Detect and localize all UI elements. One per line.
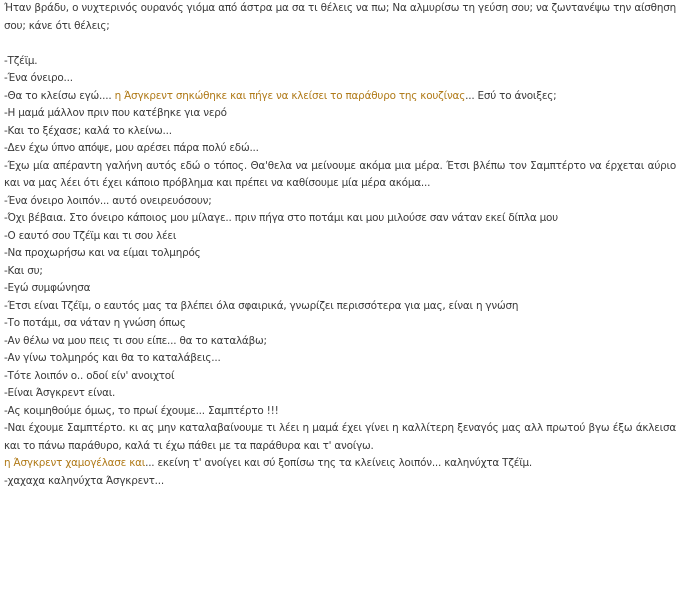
dialogue-line: -Αν θέλω να μου πεις τι σου είπε... θα το καταλάβω; — [4, 334, 267, 347]
dialogue-line: -Όχι βέβαια. Στο όνειρο κάποιος μου μίλαγε.. πριν πήγα στο ποτάμι και μου μιλούσε σαν νάταν εκεί δίπλα μου — [4, 212, 558, 224]
dialogue-line: -Έτσι είναι Τζέϊμ, ο εαυτός μας τα βλέπει όλα σφαιρικά, γνωρίζει περισσότερα για μας, είναι η γνώση — [4, 299, 519, 312]
blank-line — [4, 35, 676, 53]
dialogue-line: -Δεν έχω ύπνο απόψε, μου αρέσει πάρα πολύ εδώ... — [4, 142, 259, 154]
dialogue-line: -Τότε λοιπόν ο.. οδοί είν' ανοιχτοί — [4, 369, 175, 382]
dialogue-line: -Είναι Άσγκρεντ είναι. — [4, 387, 116, 399]
dialogue-line: -Να προχωρήσω και να είμαι τολμηρός — [4, 247, 201, 259]
dialogue-line: -Αν γίνω τολμηρός και θα το καταλάβεις... — [4, 352, 221, 364]
dialogue-line: -Και το ξέχασε; καλά το κλείνω... — [4, 124, 172, 137]
dialogue-line: -Το ποτάμι, σα νάταν η γνώση όπως — [4, 317, 186, 329]
dialogue-block — [4, 53, 676, 491]
line-text: ... Εσύ το άνοιξες; — [465, 89, 557, 102]
dialogue-line: -Ένα όνειρο λοιπόν... αυτό ονειρευόσουν; — [4, 194, 212, 207]
dialogue-line: -Ένα όνειρο... — [4, 72, 73, 84]
line-text: ... εκείνη τ' ανοίγει και σύ ξοπίσω της τα κλείνεις λοιπόν... καληνύχτα Τζέϊμ. — [145, 457, 533, 469]
narration-highlight: η Άσγκρεντ χαμογέλασε και — [4, 457, 146, 469]
line-text: -Θα το κλείσω εγώ.... — [4, 89, 115, 102]
dialogue-line: -Ναι έχουμε Σαμπτέρτο. κι ας μην καταλαβαίνουμε τι λέει η μαμά έχει γίνει η καλλίτερη ξεναγός μας αλλ πρωτού βγω έξω άκλεισα και το πάνω παράθυρο, καλά τι έχω πάθει με τα παράθυρα και τ' ανοίγω. — [4, 422, 676, 452]
dialogue-line — [4, 455, 676, 473]
dialogue-line — [4, 88, 676, 106]
dialogue-line: -Τζέϊμ. — [4, 54, 38, 67]
dialogue-line: -Και συ; — [4, 264, 43, 277]
dialogue-line: -Η μαμά μάλλον πριν που κατέβηκε για νερό — [4, 107, 227, 119]
dialogue-line: -χαχαχα καληνύχτα Άσγκρεντ... — [4, 474, 164, 487]
dialogue-line: -Έχω μία απέραντη γαλήνη αυτός εδώ ο τόπος. Θα'θελα να μείνουμε ακόμα μια μέρα. Έτσι βλέπω τον Σαμπτέρτο να έρχεται αύριο και να μας λέει ότι έχει κάποιο πρόβλημα και πρέπει να καθίσουμε μία μέρα ακόμα... — [4, 159, 676, 189]
intro-paragraph: Ήταν βράδυ, ο νυχτερινός ουρανός γιόμα από άστρα μα σα τι θέλεις να πω; Να αλμυρίσω τη γεύση σου; να ζωντανέψω την αίσθηση σου; κάνε ότι θέλεις; — [4, 2, 676, 32]
narration-highlight: η Άσγκρεντ σηκώθηκε και πήγε να κλείσει το παράθυρο της κουζίνας — [114, 89, 466, 102]
dialogue-line: -Εγώ συμφώνησα — [4, 282, 91, 294]
dialogue-line: -Ας κοιμηθούμε όμως, το πρωί έχουμε... Σαμπτέρτο !!! — [4, 404, 279, 417]
dialogue-line: -Ο εαυτό σου Τζέϊμ και τι σου λέει — [4, 229, 177, 242]
